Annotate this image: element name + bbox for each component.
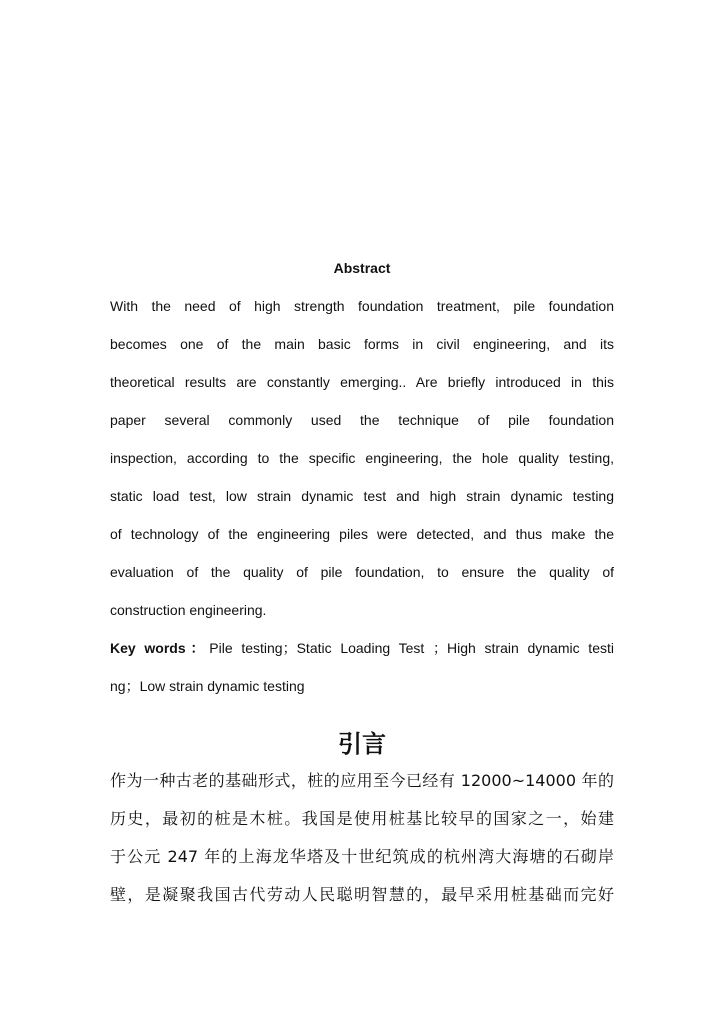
abstract-line-last: construction engineering.: [110, 602, 267, 618]
keywords-line: [110, 638, 614, 658]
abstract-line: becomes one of the main basic forms in civil engineering, and its: [110, 336, 614, 352]
keywords-label: Key words：: [110, 640, 210, 656]
abstract-line: of technology of the engineering piles were detected, and thus make the: [110, 526, 614, 542]
abstract-line: With the need of high strength foundation treatment, pile foundation: [110, 298, 614, 314]
intro-line: 历史，最初的桩是木桩。我国是使用桩基比较早的国家之一，始建: [110, 809, 614, 828]
abstract-line: paper several commonly used the technique of pile foundation: [110, 412, 614, 428]
keywords-line-continued: ng；Low strain dynamic testing: [110, 678, 305, 694]
intro-line: 壁，是凝聚我国古代劳动人民聪明智慧的，最早采用桩基础而完好: [110, 885, 614, 904]
abstract-line: theoretical results are constantly emerging.. Are briefly introduced in this: [110, 374, 614, 390]
keywords-list: Pile testing；Static Loading Test ；High strain dynamic testi: [209, 640, 614, 656]
abstract-line: static load test, low strain dynamic test and high strain dynamic testing: [110, 488, 614, 504]
abstract-line: inspection, according to the specific engineering, the hole quality testing,: [110, 450, 614, 466]
abstract-line: evaluation of the quality of pile foundation, to ensure the quality of: [110, 564, 614, 580]
intro-line: 于公元 247 年的上海龙华塔及十世纪筑成的杭州湾大海塘的石砌岸: [110, 847, 614, 866]
intro-heading: 引言: [338, 730, 386, 758]
intro-line: 作为一种古老的基础形式，桩的应用至今已经有 12000~14000 年的: [110, 771, 614, 790]
abstract-title: Abstract: [333, 260, 391, 276]
